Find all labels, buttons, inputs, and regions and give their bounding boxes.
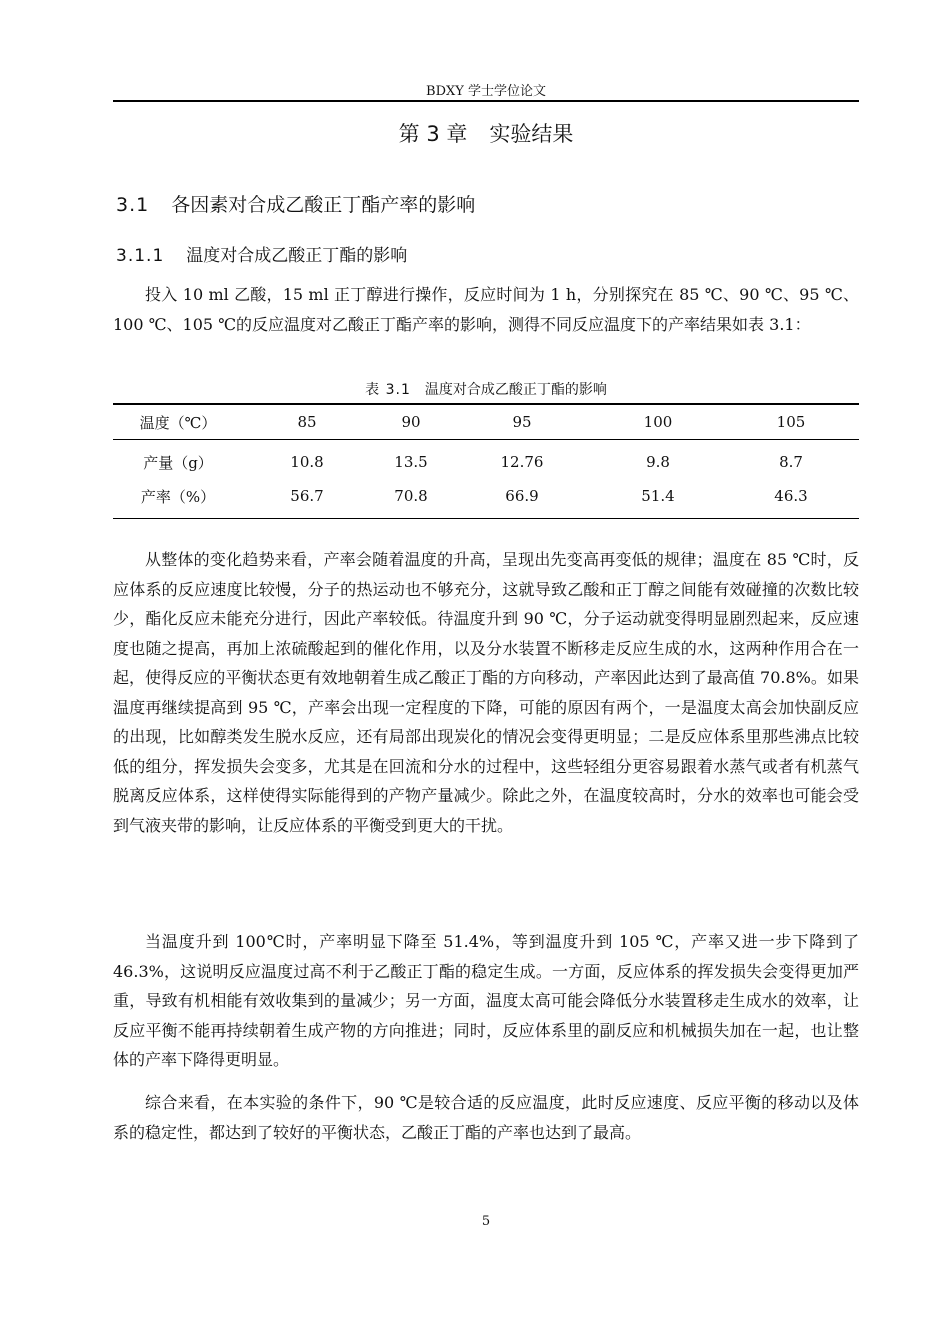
table-cell: 13.5 — [394, 453, 428, 471]
table-row — [113, 440, 859, 481]
chapter-heading — [113, 118, 859, 148]
table-cell: 9.8 — [646, 453, 670, 471]
table-row — [113, 404, 859, 440]
section-number: 3.1 — [116, 194, 150, 216]
paragraph-intro: 投入 10 ml 乙酸，15 ml 正丁醇进行操作，反应时间为 1 h，分别探究在 85 ℃、90 ℃、95 ℃、100 ℃、105 ℃的反应温度对乙酸正丁酯产率的影响，测得不同反应温度下的产率结果如表 3.1： — [113, 285, 859, 334]
subsection-heading — [116, 241, 407, 266]
table-cell: 85 — [243, 404, 371, 440]
subsection-number: 3.1.1 — [116, 246, 165, 266]
chapter-title: 实验结果 — [489, 122, 574, 146]
table-cell: 12.76 — [500, 453, 544, 471]
table-cell: 8.7 — [779, 453, 803, 471]
table-caption-title: 温度对合成乙酸正丁酯的影响 — [424, 382, 607, 398]
table-caption — [113, 379, 859, 399]
results-table — [113, 403, 859, 519]
row-label: 产量（g） — [143, 453, 213, 472]
section-title: 各因素对合成乙酸正丁酯产率的影响 — [171, 194, 476, 216]
row-label: 产率（%） — [113, 480, 243, 519]
table-cell: 70.8 — [371, 480, 451, 519]
table-cell: 90 — [371, 404, 451, 440]
table-cell: 56.7 — [243, 480, 371, 519]
table-cell: 51.4 — [593, 480, 723, 519]
table-cell: 105 — [723, 404, 859, 440]
subsection-title: 温度对合成乙酸正丁酯的影响 — [186, 246, 408, 266]
page-number: 5 — [481, 1214, 491, 1229]
paragraph-trend: 从整体的变化趋势来看，产率会随着温度的升高，呈现出先变高再变低的规律；温度在 85 ℃时，反应体系的反应速度比较慢，分子的热运动也不够充分，这就导致乙酸和正丁醇之间能有效碰撞的次数比较少，酯化反应未能充分进行，因此产率较低。待温度升到 90 ℃，分子运动就变得明显剧烈起来，反应速度也随之提高，再加上浓硫酸起到的催化作用，以及分水装置不断移走反应生成的水，这两种作用合在一起，使得反应的平衡状态更有效地朝着生成乙酸正丁酯的方向移动，产率因此达到了最高值 70.8%。如果温度再继续提高到 95 ℃，产率会出现一定程度的下降，可能的原因有两个，一是温度太高会加快副反应的出现，比如醇类发生脱水反应，还有局部出现炭化的情况会变得更明显；二是反应体系里那些沸点比较低的组分，挥发损失会变多，尤其是在回流和分水的过程中，这些轻组分更容易跟着水蒸气或者有机蒸气脱离反应体系，这样使得实际能得到的产物产量减少。除此之外，在温度较高时，分水的效率也可能会受到气液夹带的影响，让反应体系的平衡受到更大的干扰。 — [113, 550, 859, 835]
table-cell: 95 — [451, 404, 593, 440]
running-header: BDXY 学士学位论文 — [426, 84, 546, 99]
table-cell: 100 — [593, 404, 723, 440]
table-cell: 46.3 — [723, 480, 859, 519]
paragraph-high-temp: 当温度升到 100℃时，产率明显下降至 51.4%，等到温度升到 105 ℃，产率又进一步下降到了 46.3%，这说明反应温度过高不利于乙酸正丁酯的稳定生成。一方面，反应体系的挥发损失会变得更加严重，导致有机相能有效收集到的量减少；另一方面，温度太高可能会降低分水装置移走生成水的效率，让反应平衡不能再持续朝着生成产物的方向推进；同时，反应体系里的副反应和机械损失加在一起，也让整体的产率下降得更明显。 — [113, 932, 859, 1069]
section-heading — [116, 190, 475, 217]
chapter-number: 第 3 章 — [398, 122, 468, 146]
table-row — [113, 480, 859, 519]
table-caption-number: 表 3.1 — [365, 382, 411, 398]
table-cell: 10.8 — [290, 453, 324, 471]
paragraph-conclusion: 综合来看，在本实验的条件下，90 ℃是较合适的反应温度，此时反应速度、反应平衡的移动以及体系的稳定性，都达到了较好的平衡状态，乙酸正丁酯的产率也达到了最高。 — [113, 1093, 859, 1142]
header-rule — [113, 100, 859, 102]
table-cell: 66.9 — [451, 480, 593, 519]
row-label: 温度（℃） — [113, 404, 243, 440]
